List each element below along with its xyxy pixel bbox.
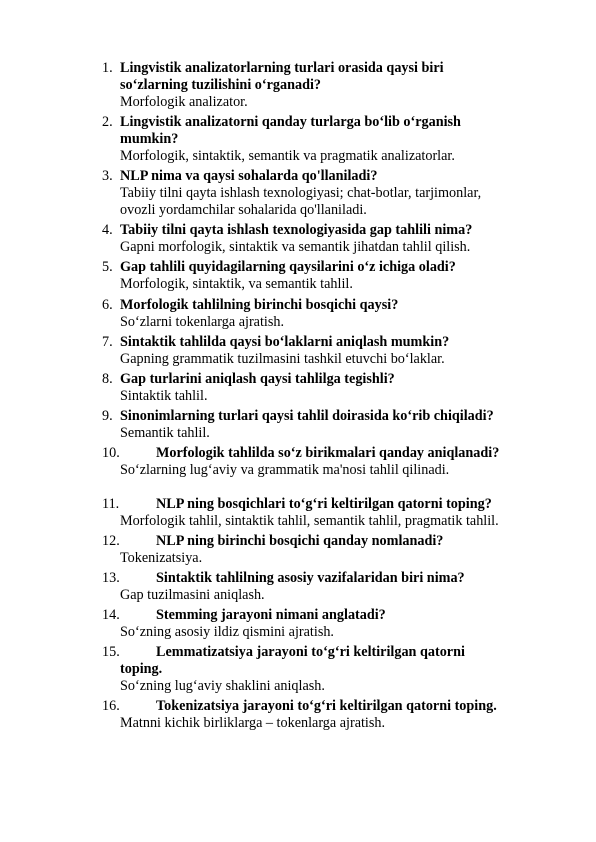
question-number: 10. (102, 445, 120, 461)
question-text (120, 297, 572, 314)
question-number: 8. (102, 371, 113, 387)
answer-text: Matnni kichik birliklarga – tokenlarga ajratish. (120, 715, 386, 731)
question-text (156, 698, 572, 715)
answer-text: Semantik tahlil. (120, 425, 210, 441)
question-number: 7. (102, 334, 113, 350)
question-number: 5. (102, 259, 113, 275)
question-text (156, 533, 572, 550)
question-number: 3. (102, 168, 113, 184)
question-item (102, 114, 572, 165)
answer-text: So‘zning lug‘aviy shaklini aniqlash. (120, 678, 325, 694)
question-line: Lingvistik analizatorlarning turlari orasida qaysi biri (120, 60, 444, 76)
question-number: 6. (102, 297, 113, 313)
answer-text: Morfologik analizator. (120, 94, 248, 110)
question-item (102, 168, 572, 219)
question-text (120, 259, 572, 276)
answer-text: Sintaktik tahlil. (120, 388, 208, 404)
question-item (102, 297, 572, 331)
question-line-continued: so‘zlarning tuzilishini o‘rganadi? (120, 77, 322, 93)
question-item (102, 371, 572, 405)
question-text (120, 408, 572, 425)
question-text (120, 644, 572, 678)
question-line-continued: toping. (120, 661, 163, 677)
question-line: NLP ning bosqichlari to‘g‘ri keltirilgan qatorni toping? (156, 496, 492, 512)
question-number: 13. (102, 570, 120, 586)
question-item (102, 570, 572, 604)
question-number: 14. (102, 607, 120, 623)
question-text (120, 168, 572, 185)
question-line-continued: mumkin? (120, 131, 179, 147)
question-line: Gap turlarini aniqlash qaysi tahlilga tegishli? (120, 371, 395, 387)
question-item (102, 222, 572, 256)
question-line: Gap tahlili quyidagilarning qaysilarini o‘z ichiga oladi? (120, 259, 456, 275)
answer-text: So‘zlarni tokenlarga ajratish. (120, 314, 285, 330)
question-item (102, 259, 572, 293)
question-item (102, 445, 572, 479)
question-number: 4. (102, 222, 113, 238)
question-line: Tokenizatsiya jarayoni to‘g‘ri keltirilgan qatorni toping. (156, 698, 497, 714)
question-text (120, 114, 572, 148)
answer-text: So‘zlarning lug‘aviy va grammatik ma'nosi tahlil qilinadi. (120, 462, 450, 478)
question-item (102, 60, 572, 111)
question-text (120, 371, 572, 388)
question-number: 12. (102, 533, 120, 549)
question-number: 9. (102, 408, 113, 424)
answer-text: Morfologik, sintaktik, va semantik tahlil. (120, 276, 353, 292)
question-item (102, 644, 572, 695)
question-line: Lemmatizatsiya jarayoni to‘g‘ri keltirilgan qatorni (156, 644, 465, 660)
question-item (102, 496, 572, 530)
question-number: 11. (102, 496, 120, 512)
answer-text: Morfologik, sintaktik, semantik va pragmatik analizatorlar. (120, 148, 455, 164)
question-line: Sintaktik tahlilning asosiy vazifalaridan biri nima? (156, 570, 465, 586)
question-item (102, 334, 572, 368)
question-line: Morfologik tahlilda so‘z birikmalari qanday aniqlanadi? (156, 445, 500, 461)
question-text (156, 445, 572, 462)
answer-text: Gapni morfologik, sintaktik va semantik jihatdan tahlil qilish. (120, 239, 471, 255)
question-line: Sinonimlarning turlari qaysi tahlil doirasida ko‘rib chiqiladi? (120, 408, 494, 424)
answer-text: Tabiiy tilni qayta ishlash texnologiyasi; chat-botlar, tarjimonlar, (120, 185, 482, 201)
answer-text-continued: ovozli yordamchilar sohalarida qo'llaniladi. (120, 202, 367, 218)
question-line: NLP ning birinchi bosqichi qanday nomlanadi? (156, 533, 444, 549)
answer-text: Gapning grammatik tuzilmasini tashkil etuvchi bo‘laklar. (120, 351, 445, 367)
question-item (102, 533, 572, 567)
question-line: Tabiiy tilni qayta ishlash texnologiyasida gap tahlili nima? (120, 222, 473, 238)
question-item (102, 607, 572, 641)
question-number: 2. (102, 114, 113, 130)
answer-text: Morfologik tahlil, sintaktik tahlil, semantik tahlil, pragmatik tahlil. (120, 513, 499, 529)
answer-text: Gap tuzilmasini aniqlash. (120, 587, 265, 603)
question-line: Stemming jarayoni nimani anglatadi? (156, 607, 386, 623)
question-line: Morfologik tahlilning birinchi bosqichi qaysi? (120, 297, 399, 313)
question-number: 16. (102, 698, 120, 714)
question-text (120, 222, 572, 239)
answer-text: So‘zning asosiy ildiz qismini ajratish. (120, 624, 334, 640)
question-text (156, 496, 572, 513)
question-line: Lingvistik analizatorni qanday turlarga bo‘lib o‘rganish (120, 114, 461, 130)
answer-text: Tokenizatsiya. (120, 550, 203, 566)
question-number: 1. (102, 60, 113, 76)
question-text (156, 570, 572, 587)
question-text (120, 60, 572, 94)
question-line: Sintaktik tahlilda qaysi bo‘laklarni aniqlash mumkin? (120, 334, 450, 350)
question-number: 15. (102, 644, 120, 660)
question-text (156, 607, 572, 624)
question-item (102, 698, 572, 732)
question-item (102, 408, 572, 442)
question-text (120, 334, 572, 351)
question-line: NLP nima va qaysi sohalarda qo'llaniladi? (120, 168, 378, 184)
